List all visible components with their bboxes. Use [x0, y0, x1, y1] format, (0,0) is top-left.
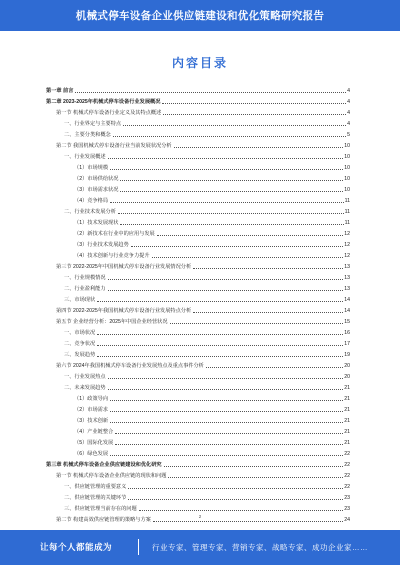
toc-entry-label: 一、行业规模情况 [64, 275, 106, 281]
toc-entry[interactable] [46, 447, 350, 458]
toc-entry-page: 11 [344, 209, 350, 215]
toc-entry-page: 12 [344, 231, 350, 237]
toc-leader-dots [110, 399, 343, 401]
toc-entry-page: 4 [347, 88, 350, 94]
toc-leader-dots [128, 487, 343, 489]
table-of-contents [46, 84, 350, 524]
toc-leader-dots [193, 311, 343, 313]
toc-entry-label: 一、市场状况 [64, 330, 96, 336]
toc-entry-label: （1）市场规模 [74, 165, 109, 171]
toc-entry-label: 第四节 2022-2025年我国机械式停车设备行业发展特点分析 [56, 308, 192, 314]
toc-entry[interactable] [46, 370, 350, 381]
report-title: 机械式停车设备企业供应链建设和优化策略研究报告 [75, 10, 325, 22]
toc-leader-dots [108, 157, 344, 159]
toc-entry[interactable] [46, 260, 350, 271]
toc-entry-page: 22 [344, 484, 350, 490]
toc-leader-dots [128, 498, 343, 500]
footer-tagline: 让每个人都能成为 [40, 542, 113, 552]
toc-leader-dots [120, 190, 343, 192]
toc-entry-page: 10 [344, 143, 350, 149]
toc-entry[interactable] [46, 425, 350, 436]
toc-entry-label: （1）技术发展现状 [74, 220, 119, 226]
toc-entry-label: 第二节 构建高效供应链管理的策略与方案 [56, 517, 151, 523]
toc-entry-label: 二、未来发展趋势 [64, 385, 106, 391]
toc-entry-label: 第一节 机械式停车设备行业定义及其特点概述 [56, 110, 162, 116]
toc-entry-label: 第一章 前言 [46, 88, 74, 94]
toc-entry-label: （6）绿色发展 [74, 451, 109, 457]
toc-entry-page: 22 [344, 462, 350, 468]
toc-entry-page: 13 [344, 264, 350, 270]
toc-leader-dots [110, 168, 343, 170]
toc-entry[interactable] [46, 304, 350, 315]
footer-divider [138, 539, 139, 555]
toc-entry-page: 20 [344, 363, 350, 369]
toc-entry-page: 20 [344, 374, 350, 380]
toc-entry-page: 14 [344, 308, 350, 314]
toc-entry[interactable] [46, 315, 350, 326]
toc-entry-label: 二、竞争状况 [64, 341, 96, 347]
toc-leader-dots [115, 443, 343, 445]
toc-entry-page: 12 [344, 242, 350, 248]
toc-entry-page: 10 [344, 187, 350, 193]
footer-banner [0, 530, 400, 565]
toc-leader-dots [174, 146, 344, 148]
toc-entry-label: 三、发展趋势 [64, 352, 96, 358]
toc-entry-label: 二、行业盈利能力 [64, 286, 106, 292]
toc-leader-dots [170, 322, 344, 324]
toc-entry-label: （2）市场供给状况 [74, 176, 119, 182]
toc-entry-page: 22 [344, 451, 350, 457]
toc-leader-dots [162, 102, 346, 104]
toc-entry-page: 11 [344, 220, 350, 226]
toc-entry-label: 第二章 2023-2025年机械式停车设备行业发展概况 [46, 99, 161, 105]
toc-entry[interactable] [46, 502, 350, 513]
toc-leader-dots [118, 212, 344, 214]
toc-entry-label: （3）市场需求状况 [74, 187, 119, 193]
toc-entry-page: 19 [344, 352, 350, 358]
toc-entry[interactable] [46, 414, 350, 425]
toc-entry-page: 14 [344, 297, 350, 303]
toc-leader-dots [110, 454, 343, 456]
toc-entry-page: 21 [344, 429, 350, 435]
toc-entry-label: 一、行业界定与主要特点 [64, 121, 122, 127]
toc-entry-page: 4 [347, 110, 350, 116]
toc-entry-page: 11 [344, 198, 350, 204]
toc-entry[interactable] [46, 359, 350, 370]
toc-leader-dots [120, 179, 343, 181]
toc-entry[interactable] [46, 216, 350, 227]
toc-leader-dots [123, 124, 346, 126]
toc-entry-label: 二、主要分类和概念 [64, 132, 111, 138]
toc-leader-dots [113, 135, 346, 137]
toc-leader-dots [108, 289, 344, 291]
toc-entry[interactable] [46, 194, 350, 205]
toc-leader-dots [108, 377, 344, 379]
toc-entry-page: 24 [344, 517, 350, 523]
toc-entry[interactable] [46, 491, 350, 502]
toc-entry-label: 二、行业技术发展分析 [64, 209, 116, 215]
toc-entry[interactable] [46, 183, 350, 194]
toc-entry-label: （5）国际化发展 [74, 440, 114, 446]
toc-entry-page: 21 [344, 385, 350, 391]
toc-entry-label: （1）政策导向 [74, 396, 109, 402]
toc-entry[interactable] [46, 84, 350, 95]
toc-entry-label: 第三节 2022-2025年中国机械式停车设备行业发展情况分析 [56, 264, 192, 270]
toc-entry-page: 21 [344, 440, 350, 446]
toc-leader-dots [164, 465, 344, 467]
report-header-banner [0, 0, 400, 31]
toc-leader-dots [157, 234, 344, 236]
toc-entry-page: 13 [344, 286, 350, 292]
toc-entry-label: 二、供应链管理的关键环节 [64, 495, 127, 501]
toc-leader-dots [97, 355, 343, 357]
toc-entry[interactable] [46, 326, 350, 337]
toc-heading: 内容目录 [171, 56, 228, 70]
toc-entry-label: 第一节 机械式停车设备企业供应链的现状和问题 [56, 473, 167, 479]
toc-entry[interactable] [46, 249, 350, 260]
toc-entry[interactable] [46, 392, 350, 403]
toc-leader-dots [168, 476, 343, 478]
toc-entry-label: 一、行业发展热点 [64, 374, 106, 380]
toc-entry-page: 13 [344, 275, 350, 281]
toc-entry-page: 10 [344, 154, 350, 160]
toc-entry-page: 4 [347, 121, 350, 127]
toc-entry-page: 5 [347, 132, 350, 138]
toc-entry[interactable] [46, 381, 350, 392]
toc-entry-label: 第三章 机械式停车设备企业供应链建设和优化研究 [46, 462, 162, 468]
toc-entry[interactable] [46, 282, 350, 293]
toc-entry[interactable] [46, 458, 350, 469]
toc-entry[interactable] [46, 106, 350, 117]
toc-entry-label: 一、供应链管理的重要意义 [64, 484, 127, 490]
toc-entry[interactable] [46, 95, 350, 106]
toc-entry-page: 10 [344, 165, 350, 171]
toc-entry[interactable] [46, 436, 350, 447]
toc-entry-page: 23 [344, 495, 350, 501]
toc-leader-dots [97, 333, 343, 335]
toc-leader-dots [108, 388, 344, 390]
toc-entry-page: 15 [344, 319, 350, 325]
toc-entry-page: 21 [344, 396, 350, 402]
toc-entry-label: 第二节 我国机械式停车设备行业当前发展状况分析 [56, 143, 172, 149]
toc-leader-dots [152, 256, 344, 258]
toc-leader-dots [131, 245, 343, 247]
toc-leader-dots [110, 201, 344, 203]
toc-leader-dots [75, 91, 346, 93]
toc-entry-label: （4）产业链整合 [74, 429, 114, 435]
toc-entry-label: （4）技术创新与行业竞争力提升 [74, 253, 150, 259]
toc-leader-dots [108, 278, 344, 280]
toc-entry[interactable] [46, 293, 350, 304]
toc-leader-dots [110, 410, 343, 412]
toc-entry[interactable] [46, 117, 350, 128]
toc-leader-dots [139, 509, 344, 511]
toc-leader-dots [115, 432, 343, 434]
toc-leader-dots [120, 223, 343, 225]
toc-entry[interactable] [46, 348, 350, 359]
toc-entry-label: （2）市场需求 [74, 407, 109, 413]
toc-leader-dots [97, 300, 343, 302]
toc-leader-dots [110, 421, 343, 423]
toc-entry-label: 三、供应链管理当前存在的问题 [64, 506, 137, 512]
toc-entry[interactable] [46, 480, 350, 491]
footer-slogan: 行业专家、管理专家、营销专家、战略专家、成功企业家…… [152, 543, 368, 552]
toc-leader-dots [206, 366, 343, 368]
toc-entry-page: 23 [344, 506, 350, 512]
page-number: 2 [198, 514, 202, 519]
toc-entry[interactable] [46, 139, 350, 150]
toc-entry-label: （4）竞争格局 [74, 198, 109, 204]
toc-entry-page: 21 [344, 418, 350, 424]
toc-entry-label: （3）行业技术发展趋势 [74, 242, 129, 248]
toc-entry-label: （3）技术创新 [74, 418, 109, 424]
toc-entry-page: 22 [344, 473, 350, 479]
toc-leader-dots [153, 520, 343, 522]
toc-entry-label: （2）新技术在行业中的应用与发展 [74, 231, 155, 237]
toc-entry-label: 第六节 2024年我国机械式停车设备行业发展热点及重点事件分析 [56, 363, 204, 369]
toc-entry[interactable] [46, 161, 350, 172]
toc-leader-dots [163, 113, 346, 115]
toc-leader-dots [193, 267, 343, 269]
toc-entry-page: 16 [344, 330, 350, 336]
toc-entry[interactable] [46, 128, 350, 139]
toc-entry-page: 4 [347, 99, 350, 105]
toc-entry[interactable] [46, 238, 350, 249]
toc-entry-page: 17 [344, 341, 350, 347]
toc-entry-label: 一、行业发展概述 [64, 154, 106, 160]
toc-entry[interactable] [46, 337, 350, 348]
toc-entry-page: 21 [344, 407, 350, 413]
toc-entry[interactable] [46, 271, 350, 282]
toc-entry[interactable] [46, 403, 350, 414]
toc-entry[interactable] [46, 469, 350, 480]
toc-entry-label: 第五节 企业经营分析：2025年中国企业经营状况 [56, 319, 168, 325]
toc-entry[interactable] [46, 205, 350, 216]
toc-entry-page: 10 [344, 176, 350, 182]
toc-entry-label: 三、市场现状 [64, 297, 96, 303]
toc-entry[interactable] [46, 227, 350, 238]
toc-entry-page: 12 [344, 253, 350, 259]
toc-entry[interactable] [46, 172, 350, 183]
toc-leader-dots [97, 344, 343, 346]
toc-entry[interactable] [46, 150, 350, 161]
